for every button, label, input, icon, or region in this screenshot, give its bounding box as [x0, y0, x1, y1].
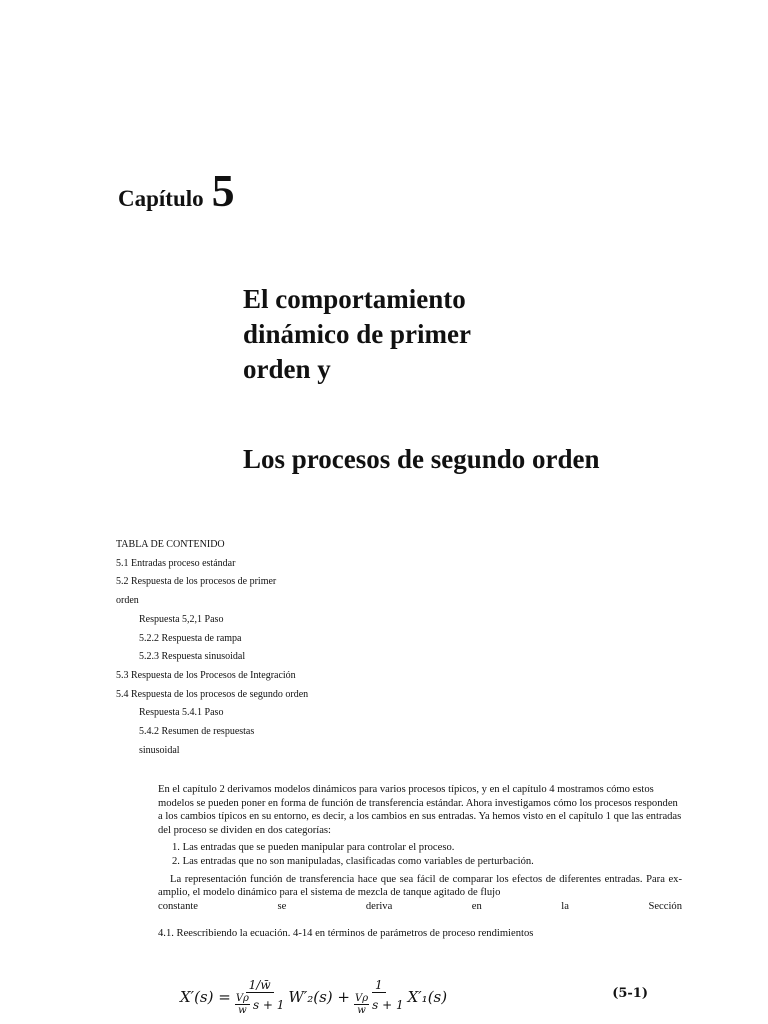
sub-fraction	[235, 993, 250, 1016]
title-line: orden y	[243, 354, 331, 384]
toc-item: 5.3 Respuesta de los Procesos de Integración	[116, 669, 296, 681]
sub-fraction	[354, 993, 369, 1016]
chapter-number: 5	[211, 165, 235, 216]
equation-number: (5-1)	[612, 986, 648, 1001]
fraction	[235, 978, 285, 1016]
title-line: dinámico de primer	[243, 319, 471, 349]
fraction	[354, 978, 404, 1016]
toc-item: orden	[116, 595, 139, 607]
denominator-tail: s + 1	[252, 997, 285, 1012]
toc-item: 5.1 Entradas proceso estándar	[116, 557, 236, 569]
toc-item: 5.2.3 Respuesta sinusoidal	[139, 651, 246, 663]
list-item: 2. Las entradas que no son manipuladas, clasificadas como variables de perturbación.	[172, 855, 534, 867]
sub-fraction-numerator: Vρ	[235, 993, 249, 1004]
table-of-contents	[116, 536, 308, 760]
paragraph-last-line: constante se deriva en la Sección	[158, 900, 682, 912]
chapter-word: Capítulo	[118, 186, 204, 211]
equation-term: X′₁(s)	[407, 988, 448, 1006]
paragraph: La representación función de transferencia hace que sea fácil de comparar los efectos de diferentes entradas. Para ex-amplio, el modelo dinámico para el sistema de mezcla de tanque agitado de flujo	[158, 873, 682, 899]
toc-item: sinusoidal	[139, 744, 180, 756]
intro-paragraph: En el capítulo 2 derivamos modelos dinámicos para varios procesos típicos, y en el capítulo 4 mostramos cómo estos modelos se pueden poner en forma de función de transferencia estándar. Ahora investigamos cómo los procesos responden a los cambios típicos en su entorno, es decir, a los cambios en sus entradas. Ya hemos visto en el capítulo 1 que las entradas del proceso se dividen en dos categorías:	[158, 784, 682, 836]
chapter-subtitle: Los procesos de segundo orden	[243, 444, 600, 474]
body-text	[158, 783, 682, 941]
fraction-numerator: 1	[372, 978, 386, 993]
fraction-denominator	[235, 993, 285, 1016]
toc-item: Respuesta 5.4.1 Paso	[139, 707, 224, 719]
toc-heading: TABLA DE CONTENIDO	[116, 539, 225, 550]
title-line: El comportamiento	[243, 284, 466, 314]
sub-fraction-denominator: w	[238, 1005, 247, 1016]
equation-lhs: X′(s) =	[180, 988, 231, 1006]
toc-item: 5.2 Respuesta de los procesos de primer	[116, 576, 277, 588]
denominator-tail: s + 1	[372, 997, 404, 1012]
toc-item: 5.4 Respuesta de los procesos de segundo orden	[116, 688, 309, 700]
toc-item: 5.4.2 Resumen de respuestas	[139, 726, 255, 738]
toc-item: 5.2.2 Respuesta de rampa	[139, 632, 242, 644]
chapter-label	[118, 165, 235, 216]
chapter-title	[243, 282, 471, 387]
equation-term: W′₂(s) +	[288, 988, 350, 1006]
equation-row	[180, 970, 660, 1024]
paragraph: 4.1. Reescribiendo la ecuación. 4-14 en términos de parámetros de proceso rendimientos	[158, 928, 534, 940]
sub-fraction-numerator: Vρ	[355, 993, 369, 1004]
fraction-numerator: 1/w̄	[246, 978, 274, 993]
toc-item: Respuesta 5,2,1 Paso	[139, 613, 224, 625]
fraction-denominator	[354, 993, 404, 1016]
list-item: 1. Las entradas que se pueden manipular para controlar el proceso.	[172, 842, 455, 854]
equation	[180, 970, 660, 1024]
sub-fraction-denominator: w	[357, 1005, 366, 1016]
